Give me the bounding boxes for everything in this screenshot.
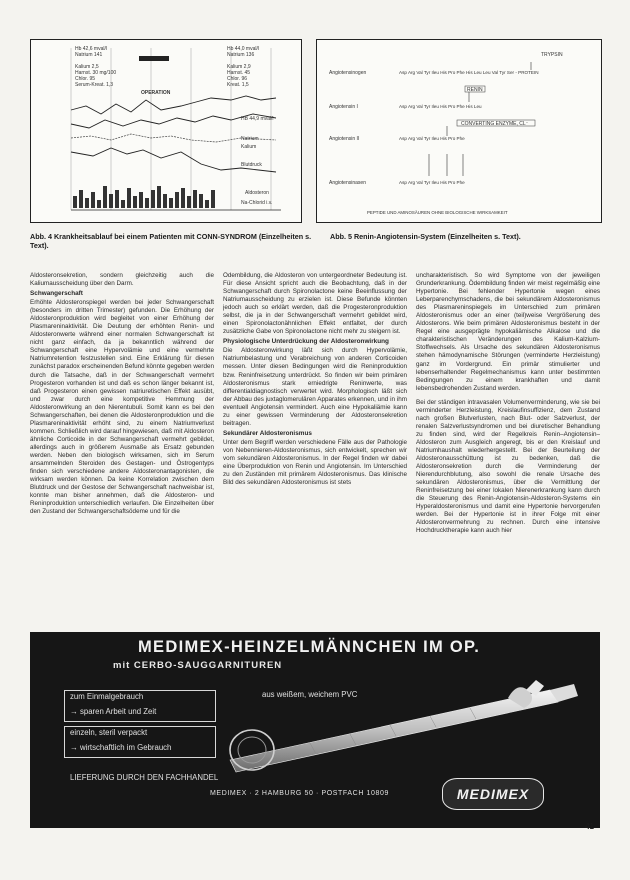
medimex-advertisement <box>30 632 600 828</box>
fig4-label-2: Natrium <box>241 136 259 142</box>
ad-line-2: → sparen Arbeit und Zeit <box>70 707 157 716</box>
text-column-3 <box>416 272 600 620</box>
medimex-logo <box>442 778 544 810</box>
col2-heading-unterdrueckung: Physiologische Unterdrückung der Aldosteronwirkung <box>223 338 389 346</box>
text-column-1 <box>30 272 214 620</box>
figure-4-chart <box>30 39 302 223</box>
col1-paragraph-2: Erhöhte Aldosteronspiegel werden bei jeder Schwangerschaft (besonders im dritten Trimester) gefunden. Die Erhöhung der Aldosteronproduktion wird begleitet von einer Erhöhung der Plasmareninaktivität. Die Deutung der erhöhten Renin- und Aldosteronwerte während einer normalen Schwangerschaft ist nicht ganz einfach, da ja bekanntlich während der Schwangerschaft eine Hypervolämie und eine vermehrte Natriumretention festzustellen sind. Eine Erklärung für diesen zunächst paradox erscheinenden Befund könnte gegeben werden durch die Tatsache, daß in der Schwangerschaft vermehrt Progesteron vorhanden ist und daß es schon länger bekannt ist, daß Progesteron einen gewissen natriuretischen Effekt ausübt, und zwar durch eine kompetitive Hemmung der Aldosteronwirkung an den Nierentubuli. Somit kann es bei den Schwangerschaften, bei denen die Aldosteronproduktion und die Plasmareninaktivität erhöht sind, zu einem Natriumverlust kommen. Schließlich wird darauf hingewiesen, daß mit Aldosteron ähnliche Corticoide in der Schwangerschaft vermehrt gebildet, allerdings auch in größerem Ausmaße als Ersatz gebunden werden. Neben den biologisch wirksamen, sich im Serum ansammelnden Steroiden des Gestagen- und Östrogentyps finden sich verschiedene andere Aldosteronantagonisten, die wirksam werden können. Da keine Korrelation zwischen dem Blutdruck und der Gestose der Schwangerschaft nachweisbar ist, konnte man bisher annehmen, daß die Aldosteron- und Reninproduktion unterschiedlich verlaufen. Die Einzelheiten über den Zustand der Schwangerschaftsödeme und für die <box>30 299 214 516</box>
fig5-row-label-2: Angiotensin I <box>329 104 358 110</box>
fig4-legend-left-6: Serum-Kreat. 1,3 <box>75 82 114 88</box>
fig4-legend-right-2: Natrium 136 <box>227 52 255 58</box>
ad-delivery: LIEFERUNG DURCH DEN FACHHANDEL <box>70 773 219 782</box>
fig5-row-seq-4: Asp Arg Val Tyr Ileu His Pro Phe <box>399 180 465 185</box>
fig4-legend-left-5: Chlor. 95 <box>75 76 96 82</box>
figure-5-arrows <box>317 40 601 222</box>
fig4-legend-right-6: Kreat. 1,5 <box>227 82 249 88</box>
fig5-bottom-note: PEPTIDE UND AMINOSÄUREN OHNE BIOLOGISCHE WIRKSAMKEIT <box>367 210 508 215</box>
col3-paragraph-1: uncharakteristisch. So wird Symptome von der jeweiligen Grunderkrankung. Ödembildung finden wir meist regelmäßig eine Hypertonie. Bei fehlender Hypertonie wegen eines Leberparenchymschadens, die bei sekundärem Aldosteronismus des Plasmareninspiegels im Unterschied zum primären Aldosteronismus oder an einer (teil)weise Vergrößerung des Aldosterons. Wie beim primären Aldosteronismus besteht in der Regel eine ausgeprägte hypokaliämische Alkalose und die charakteristischen Veränderungen des Kalium-Kalzium-Stoffwechsels. Als Ursache des sekundären Aldosteronismus stehen hämodynamische Störungen (verminderte Herzleistung) ganz im Vordergrund. Ein primär stimulierter und lebenserhaltender Regelmechanismus kann unter bestimmten Bedingungen zu einem krankhaften und damit lebensbedrohenden Zustand werden. <box>416 272 600 392</box>
fig5-row-label-1: Angiotensinogen <box>329 70 367 76</box>
ad-line-1: zum Einmalgebrauch <box>70 692 144 701</box>
fig5-row-seq-2: Asp Arg Val Tyr Ileu His Pro Phe His Leu <box>399 104 482 109</box>
col2-heading-sekundaer: Sekundärer Aldosteronismus <box>223 429 312 437</box>
fig5-row-seq-1: Asp Arg Val Tyr Ileu His Pro Phe His Leu Leu Val Tyr Ser - PROTEIN <box>399 70 539 75</box>
figure-5-caption: Abb. 5 Renin-Angiotensin-System (Einzelheiten s. Text). <box>330 232 521 241</box>
fig5-row-seq-3: Asp Arg Val Tyr Ileu His Pro Phe <box>399 136 465 141</box>
ad-line-4: → wirtschaftlich im Gebrauch <box>70 743 172 752</box>
fig4-operation-label: OPERATION <box>141 90 171 96</box>
fig4-label-8: Na-Chlorid i.v. <box>241 200 273 206</box>
fig4-legend-right-5: Chlor. 96 <box>227 76 248 82</box>
fig5-renin-label: RENIN <box>467 87 483 93</box>
figure-4-caption: Abb. 4 Krankheitsablauf bei einem Patienten mit CONN-SYNDROM (Einzelheiten s. Text). <box>30 232 312 250</box>
fig4-label-3: Kalium <box>241 144 257 150</box>
fig4-legend-left-2: Natrium 141 <box>75 52 103 58</box>
ad-address: MEDIMEX · 2 HAMBURG 50 · POSTFACH 10809 <box>210 790 389 797</box>
fig4-legend-left-4: Harnst. 30 mg/100 <box>75 70 117 76</box>
fig4-legend-left-3: Kalium 2,5 <box>75 64 99 70</box>
fig5-row-label-4: Angiotensinasen <box>329 180 366 186</box>
fig4-legend-right-4: Harnst. 45 <box>227 70 251 76</box>
ad-tagline: aus weißem, weichem PVC <box>262 690 358 699</box>
ad-title: MEDIMEX-HEINZELMÄNNCHEN IM OP. <box>138 638 481 656</box>
figure-5-diagram <box>316 39 602 223</box>
text-column-2 <box>223 272 407 620</box>
fig4-legend-right-1: Hb 44,0 mval/l <box>227 46 259 52</box>
medimex-logo-text: MEDIMEX <box>456 786 530 802</box>
fig4-label-7: Aldosteron <box>245 190 269 196</box>
ad-line-3: einzeln, steril verpackt <box>70 728 148 737</box>
page-number: 41 <box>585 822 594 831</box>
fig4-legend-left-1: Hb 42,6 mval/l <box>75 46 107 52</box>
fig5-trypsin-label: TRYPSIN <box>541 52 563 58</box>
fig5-converting-label: CONVERTING ENZYME, CL⁻ <box>461 121 529 127</box>
col1-heading-schwangerschaft: Schwangerschaft <box>30 290 83 298</box>
fig4-legend-right-3: Kalium 2,9 <box>227 64 251 70</box>
ad-subtitle: mit CERBO-SAUGGARNITUREN <box>113 660 283 671</box>
col2-paragraph-1: Ödembildung, die Aldosteron von untergeordneter Bedeutung ist. Für diese Ansicht spricht auch die Beobachtung, daß in der Schwangerschaft durch Spironolactone keine Beeinflussung der Natriumausscheidung zu erzielen ist. Diese Befunde könnten jedoch auch so erklärt werden, daß die Progesteronproduktion selbst, die ja in der Schwangerschaft vermehrt gebildet wird, einen Spironolactonähnlichen Effekt entfaltet, der durch zusätzliche Gabe von Spironolactone nicht mehr zu steigern ist. <box>223 272 407 336</box>
fig5-row-label-3: Angiotensin II <box>329 136 360 142</box>
fig4-label-4: Blutdruck <box>241 162 262 168</box>
col1-paragraph-1: Aldosteronsekretion, sondern gleichzeitig auch die Kaliumausscheidung über den Darm. <box>30 272 214 288</box>
col2-paragraph-3: Unter dem Begriff werden verschiedene Fälle aus der Pathologie von Nebennieren-Aldosteronismus, sich entwickelt, sprechen wir vom sekundären Aldosteronismus. In der Regel finden wir dabei eine Überproduktion von Renin und Angiotensin. Im Unterschied zu den Zuständen mit primärem Aldosteronismus. Das klinische Bild des sekundären Aldosteronismus ist stets <box>223 438 407 487</box>
col2-paragraph-2: Die Aldosteronwirkung läßt sich durch Hypervolämie, Natriumbelastung und Verabreichung von anderen Corticoiden messen. Unter diesen Bedingungen wird die Reninproduktion bzw. Reninfreisetzung unterdrückt. So finden wir beim primären Aldosteronismus stark erniedrigte Reninwerte, was differentialdiagnostisch verwertet wird. Morphologisch läßt sich der Abbau des juxtaglomerulären Apparates erkennen, und in ihm eventuell Angiotensin vermindert. Auch eine Hypokaliämie kann zu einer gewissen Verminderung der Aldosteronsekretion beitragen. <box>223 347 407 427</box>
fig4-label-1: HB 44,9 mval/l <box>241 116 274 122</box>
col3-paragraph-2: Bei der ständigen intravasalen Volumenverminderung, wie sie bei verminderter Herzleistung, Kreislaufinsuffizienz, dem Zustand nach großen Blutverlusten, nach Blut- oder Salzverlust, der renalen Salzverlustsyndromen und bei diuretischer Behandlung zu finden sind, wird der Regelkreis Renin–Angiotensin–Aldosteron zum Ausgleich angeregt, bis er den Kreislauf und Natriumhaushalt wiederhergestellt. Bei der Beurteilung der Aldosteronausschüttung ist zu bedenken, daß die Aldosteronsekretion durch die Verminderung der Nierendurchblutung, also sowohl die renale Ursache des sekundären Aldosteronismus, über die Vermittlung der Reninfreisetzung bei einer lokalen Nierenerkrankung kann durch die Steuerung des Renin-Angiotensin-Aldosteron-Systems ein Hyperaldosteronismus und damit eine Hypertonie hervorgerufen werden. Bei der Hypertonie ist in ihrer Folge mit einer Aldosteronvermehrung zu rechnen. Durch eine intensive Hochdrucktherapie kann auch hier <box>416 398 600 535</box>
